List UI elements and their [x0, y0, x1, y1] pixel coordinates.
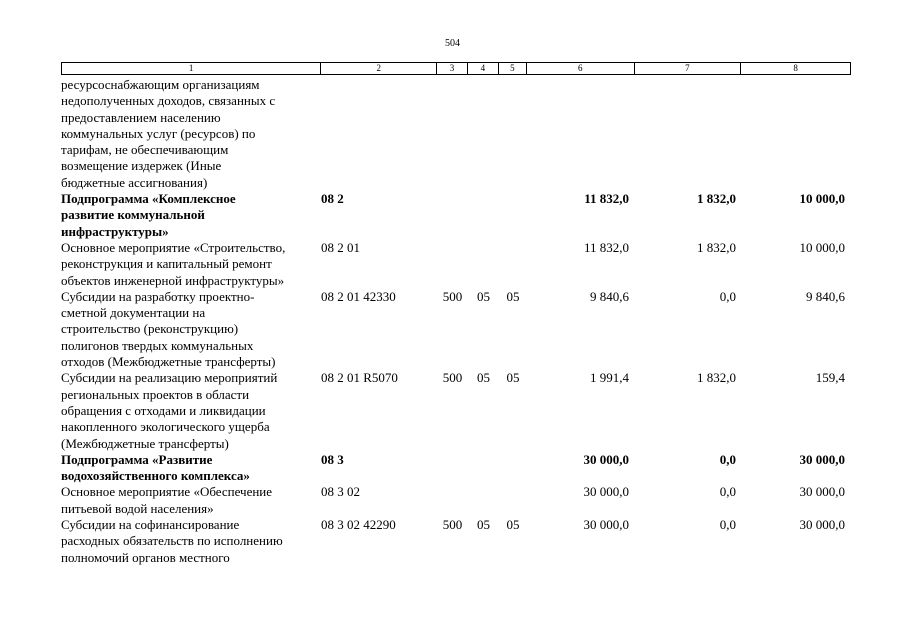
table-row [61, 370, 851, 451]
description-line: Подпрограмма «Комплексное [61, 191, 236, 207]
description-line: региональных проектов в области [61, 386, 250, 402]
row-description [61, 452, 321, 485]
amount-total: 30 000,0 [583, 517, 629, 533]
section-code: 05 [477, 370, 490, 386]
description-line: (Межбюджетные трансферты) [61, 435, 229, 451]
row-description [61, 484, 321, 517]
amount-total: 30 000,0 [583, 484, 629, 500]
description-line: недополученных доходов, связанных с [61, 93, 276, 109]
table-row [61, 484, 851, 517]
header-col-3: 3 [437, 63, 468, 74]
expense-type-code [437, 240, 468, 289]
table-row [61, 77, 851, 191]
expense-type-code [437, 191, 468, 240]
header-col-8: 8 [793, 63, 798, 73]
budget-code: 08 3 02 42290 [321, 517, 396, 533]
header-col-2: 2 [321, 63, 437, 74]
subsection-code [499, 484, 527, 517]
table-row [61, 289, 851, 370]
table-row [61, 191, 851, 240]
section-code [468, 452, 499, 485]
row-description [61, 370, 321, 451]
amount-col-8: 30 000,0 [799, 451, 845, 467]
description-line: коммунальных услуг (ресурсов) по [61, 125, 256, 141]
expense-type-code: 500 [442, 288, 463, 304]
description-line: полигонов твердых коммунальных [61, 337, 254, 353]
expense-type-code [437, 452, 468, 485]
table-row [61, 517, 851, 566]
amount-col-7: 0,0 [719, 517, 736, 533]
amount-col-8 [742, 77, 851, 191]
amount-total [527, 77, 635, 191]
table-row [61, 452, 851, 485]
subsection-code [499, 191, 527, 240]
amount-col-8: 30 000,0 [799, 517, 845, 533]
amount-col-8: 159,4 [815, 370, 845, 386]
budget-table-body [61, 77, 851, 566]
description-line: Субсидии на разработку проектно- [61, 288, 255, 304]
expense-type-code: 500 [442, 517, 463, 533]
description-line: Подпрограмма «Развитие [61, 451, 213, 467]
table-row [61, 240, 851, 289]
budget-code: 08 3 02 [321, 484, 360, 500]
row-description [61, 240, 321, 289]
budget-code: 08 2 01 42330 [321, 288, 396, 304]
column-number-header [61, 62, 851, 75]
section-code [468, 484, 499, 517]
budget-code: 08 2 01 R5070 [321, 370, 398, 386]
description-line: водохозяйственного комплекса» [61, 468, 250, 484]
subsection-code: 05 [506, 517, 520, 533]
amount-col-7: 1 832,0 [697, 239, 736, 255]
description-line: строительство (реконструкцию) [61, 321, 239, 337]
amount-total: 1 991,4 [590, 370, 629, 386]
description-line: сметной документации на [61, 305, 206, 321]
description-line: Основное мероприятие «Обеспечение [61, 484, 273, 500]
section-code [468, 191, 499, 240]
description-line: тарифам, не обеспечивающим [61, 142, 229, 158]
budget-code [321, 77, 437, 191]
header-col-7: 7 [635, 63, 742, 74]
description-line: развитие коммунальной [61, 207, 205, 223]
description-line: Субсидии на реализацию мероприятий [61, 370, 278, 386]
header-col-5: 5 [499, 63, 527, 74]
row-description [61, 191, 321, 240]
section-code: 05 [477, 288, 490, 304]
subsection-code: 05 [506, 288, 520, 304]
description-line: питьевой водой населения» [61, 500, 214, 516]
description-line: Субсидии на софинансирование [61, 517, 240, 533]
row-description [61, 289, 321, 370]
section-code [468, 240, 499, 289]
expense-type-code: 500 [442, 370, 463, 386]
header-col-1: 1 [62, 63, 321, 74]
description-line: объектов инженерной инфраструктуры» [61, 272, 285, 288]
amount-total: 11 832,0 [584, 191, 629, 207]
amount-col-8: 10 000,0 [799, 191, 845, 207]
description-line: отходов (Межбюджетные трансферты) [61, 354, 276, 370]
budget-code: 08 3 [321, 451, 344, 467]
description-line: полномочий органов местного [61, 549, 230, 565]
amount-col-7: 1 832,0 [697, 191, 736, 207]
description-line: реконструкция и капитальный ремонт [61, 256, 272, 272]
row-description [61, 77, 321, 191]
amount-total: 30 000,0 [583, 451, 629, 467]
subsection-code [499, 452, 527, 485]
amount-col-7: 0,0 [719, 484, 736, 500]
subsection-code [499, 240, 527, 289]
amount-col-7: 1 832,0 [697, 370, 736, 386]
description-line: обращения с отходами и ликвидации [61, 402, 266, 418]
budget-code: 08 2 01 [321, 239, 360, 255]
section-code: 05 [477, 517, 490, 533]
amount-col-8: 9 840,6 [806, 288, 845, 304]
header-col-6: 6 [527, 63, 635, 74]
description-line: предоставлением населению [61, 109, 221, 125]
section-code [468, 77, 499, 191]
amount-col-7: 0,0 [719, 288, 736, 304]
description-line: накопленного экологического ущерба [61, 419, 270, 435]
row-description [61, 517, 321, 566]
description-line: ресурсоснабжающим организациям [61, 77, 260, 92]
subsection-code: 05 [506, 370, 520, 386]
amount-total: 9 840,6 [590, 288, 629, 304]
page-number: 504 [445, 38, 460, 49]
description-line: бюджетные ассигнования) [61, 174, 208, 190]
description-line: Основное мероприятие «Строительство, [61, 239, 286, 255]
expense-type-code [437, 77, 468, 191]
description-line: расходных обязательств по исполнению [61, 533, 283, 549]
budget-code: 08 2 [321, 191, 344, 207]
expense-type-code [437, 484, 468, 517]
amount-total: 11 832,0 [583, 239, 629, 255]
header-col-4: 4 [468, 63, 499, 74]
amount-col-8: 30 000,0 [799, 484, 845, 500]
description-line: инфраструктуры» [61, 223, 169, 239]
amount-col-7: 0,0 [719, 451, 736, 467]
description-line: возмещение издержек (Иные [61, 158, 222, 174]
subsection-code [499, 77, 527, 191]
amount-col-8: 10 000,0 [799, 239, 845, 255]
amount-col-7 [635, 77, 742, 191]
